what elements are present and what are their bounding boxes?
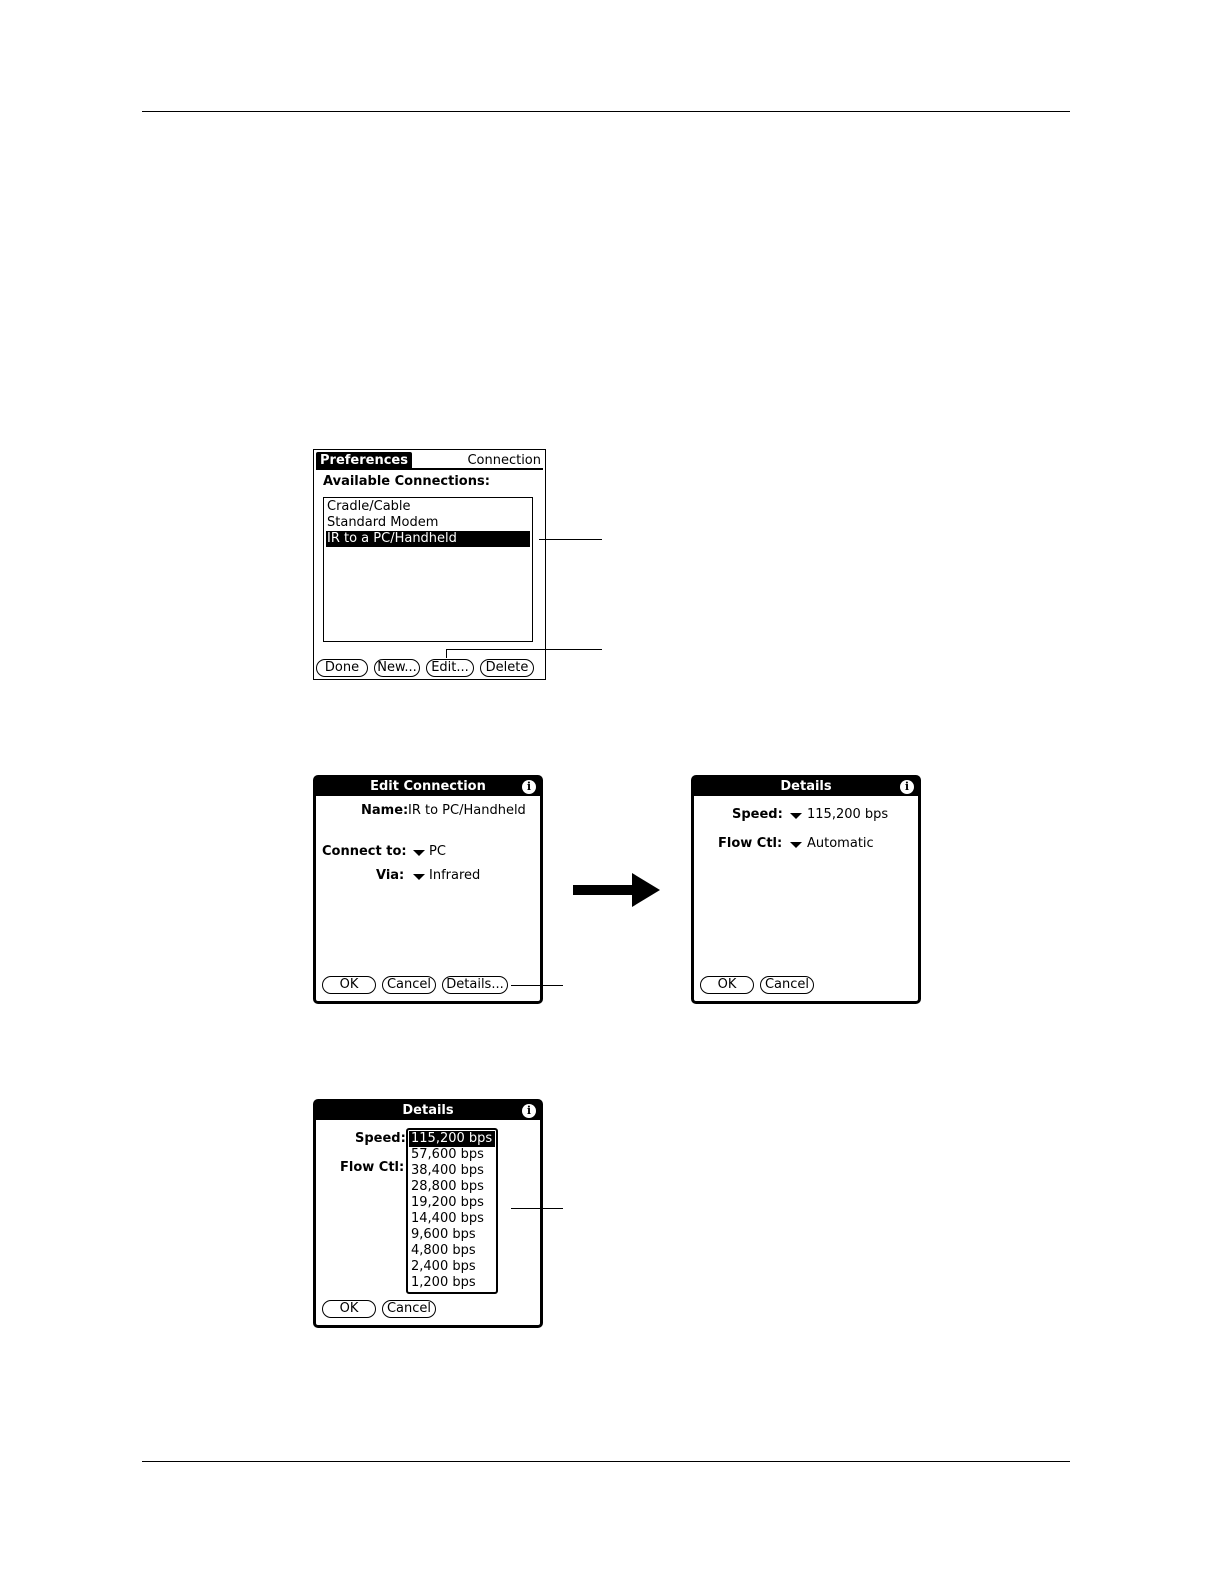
speed-option[interactable]: 2,400 bps (411, 1259, 476, 1274)
edit-button[interactable]: Edit... (426, 659, 474, 677)
dialog-title (316, 778, 540, 796)
ok-button[interactable]: OK (700, 976, 754, 994)
dialog-title (316, 1102, 540, 1120)
dialog-title-text: Edit Connection (370, 779, 486, 794)
speed-option[interactable]: 9,600 bps (411, 1227, 476, 1242)
connection-preferences-screen (313, 449, 546, 680)
done-button[interactable]: Done (316, 659, 368, 677)
speed-value[interactable]: 115,200 bps (807, 807, 889, 822)
callout-line-edit-button-drop (446, 649, 447, 658)
cancel-button[interactable]: Cancel (382, 976, 436, 994)
flow-control-label: Flow Ctl: (718, 836, 783, 851)
arrow-right-icon (573, 885, 633, 895)
arrow-head-icon (632, 873, 660, 907)
name-label: Name: (361, 803, 409, 818)
new-button[interactable]: New... (374, 659, 420, 677)
speed-option[interactable]: 115,200 bps (409, 1131, 495, 1147)
connections-list[interactable] (323, 497, 533, 642)
preferences-tab[interactable]: Preferences (316, 452, 412, 469)
flow-control-value[interactable]: Automatic (807, 836, 874, 851)
speed-option[interactable]: 38,400 bps (411, 1163, 484, 1178)
callout-line-details-button (511, 985, 563, 986)
available-connections-heading: Available Connections: (323, 474, 490, 489)
ok-button[interactable]: OK (322, 976, 376, 994)
app-title: Connection (467, 453, 541, 468)
callout-line-edit-button (446, 649, 602, 650)
connect-to-label: Connect to: (322, 844, 407, 859)
callout-line-speed-list (511, 1208, 563, 1209)
speed-option[interactable]: 28,800 bps (411, 1179, 484, 1194)
list-item-ir-to-pc-handheld[interactable]: IR to a PC/Handheld (326, 531, 530, 547)
chevron-down-icon[interactable] (413, 874, 425, 880)
list-item-standard-modem[interactable]: Standard Modem (327, 515, 439, 530)
flow-control-label: Flow Ctl: (340, 1160, 405, 1175)
speed-popup-list[interactable] (406, 1128, 498, 1294)
speed-label: Speed: (732, 807, 783, 822)
details-dialog-speed-list (313, 1099, 543, 1328)
speed-option[interactable]: 4,800 bps (411, 1243, 476, 1258)
cancel-button[interactable]: Cancel (760, 976, 814, 994)
speed-option[interactable]: 14,400 bps (411, 1211, 484, 1226)
delete-button[interactable]: Delete (480, 659, 534, 677)
details-button[interactable]: Details... (442, 976, 508, 994)
bottom-rule (142, 1461, 1070, 1462)
connect-to-value[interactable]: PC (429, 844, 446, 859)
details-dialog (691, 775, 921, 1004)
dialog-title-text: Details (402, 1103, 454, 1118)
edit-connection-dialog (313, 775, 543, 1004)
dialog-title-text: Details (780, 779, 832, 794)
speed-option[interactable]: 1,200 bps (411, 1275, 476, 1290)
info-icon[interactable]: i (522, 780, 536, 794)
callout-line-selected-item (539, 539, 602, 540)
list-item-cradle-cable[interactable]: Cradle/Cable (327, 499, 411, 514)
info-icon[interactable]: i (900, 780, 914, 794)
chevron-down-icon[interactable] (790, 842, 802, 848)
chevron-down-icon[interactable] (413, 850, 425, 856)
via-label: Via: (376, 868, 405, 883)
top-rule (142, 111, 1070, 112)
speed-option[interactable]: 19,200 bps (411, 1195, 484, 1210)
name-value[interactable]: IR to PC/Handheld (408, 803, 526, 818)
dialog-title (694, 778, 918, 796)
info-icon[interactable]: i (522, 1104, 536, 1118)
speed-option[interactable]: 57,600 bps (411, 1147, 484, 1162)
via-value[interactable]: Infrared (429, 868, 481, 883)
speed-label: Speed: (355, 1131, 406, 1146)
chevron-down-icon[interactable] (790, 813, 802, 819)
ok-button[interactable]: OK (322, 1300, 376, 1318)
cancel-button[interactable]: Cancel (382, 1300, 436, 1318)
